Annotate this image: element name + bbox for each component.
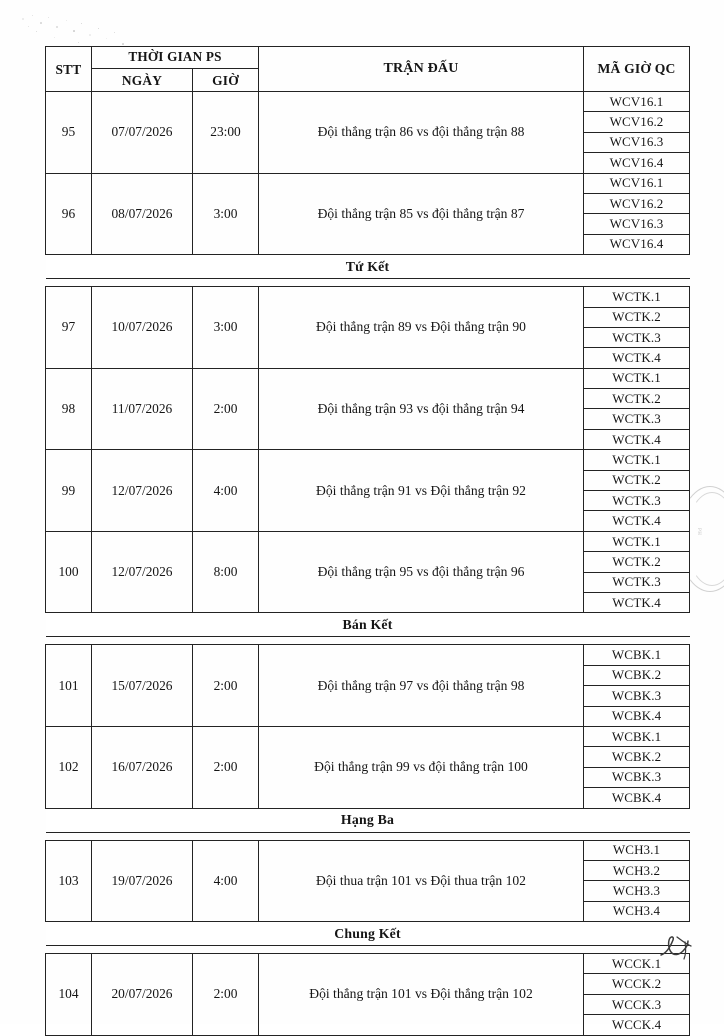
section-gap-cell [46, 279, 690, 287]
schedule-table-container [45, 46, 689, 1036]
table-row [46, 287, 690, 307]
broadcast-code-cell: WCH3.3 [584, 881, 690, 901]
match-time-cell: 4:00 [193, 450, 259, 532]
match-fixture-cell: Đội thắng trận 97 vs đội thắng trận 98 [259, 645, 584, 727]
match-number-cell: 95 [46, 92, 92, 174]
match-fixture-cell: Đội thắng trận 101 vs Đội thắng trận 102 [259, 954, 584, 1036]
broadcast-code-cell: WCTK.2 [584, 307, 690, 327]
broadcast-code-cell: WCBK.3 [584, 686, 690, 706]
broadcast-code-cell: WCV16.2 [584, 112, 690, 132]
section-header-row [46, 922, 690, 946]
table-body [46, 92, 690, 1036]
broadcast-code-cell: WCV16.3 [584, 214, 690, 234]
broadcast-code-cell: WCCK.4 [584, 1015, 690, 1035]
broadcast-code-cell: WCTK.1 [584, 531, 690, 551]
match-date-cell: 08/07/2026 [92, 173, 193, 255]
broadcast-code-cell: WCTK.3 [584, 409, 690, 429]
section-header-label: Hạng Ba [46, 808, 690, 832]
section-gap [46, 946, 690, 954]
broadcast-code-cell: WCBK.1 [584, 726, 690, 746]
broadcast-code-cell: WCCK.2 [584, 974, 690, 994]
broadcast-code-cell: WCTK.4 [584, 511, 690, 531]
column-header-hour: GIỜ [193, 69, 259, 92]
section-header-row [46, 808, 690, 832]
column-header-match: TRẬN ĐẤU [259, 47, 584, 92]
broadcast-code-cell: WCV16.4 [584, 234, 690, 254]
broadcast-code-cell: WCTK.1 [584, 450, 690, 470]
table-row [46, 92, 690, 112]
broadcast-code-cell: WCV16.3 [584, 132, 690, 152]
section-gap [46, 637, 690, 645]
match-time-cell: 2:00 [193, 726, 259, 808]
match-date-cell: 19/07/2026 [92, 840, 193, 922]
broadcast-code-cell: WCTK.4 [584, 348, 690, 368]
match-fixture-cell: Đội thắng trận 89 vs Đội thắng trận 90 [259, 287, 584, 369]
broadcast-code-cell: WCTK.1 [584, 368, 690, 388]
table-row [46, 954, 690, 974]
seal-arc-inner-icon [686, 492, 724, 586]
table-row [46, 645, 690, 665]
broadcast-code-cell: WCTK.2 [584, 552, 690, 572]
broadcast-code-cell: WCTK.4 [584, 429, 690, 449]
broadcast-code-cell: WCV16.1 [584, 92, 690, 112]
match-number-cell: 99 [46, 450, 92, 532]
table-header [46, 47, 690, 92]
broadcast-code-cell: WCV16.4 [584, 153, 690, 173]
match-fixture-cell: Đội thắng trận 99 vs đội thắng trận 100 [259, 726, 584, 808]
table-row [46, 368, 690, 388]
section-gap-cell [46, 946, 690, 954]
table-row [46, 726, 690, 746]
seal-text: PH [696, 528, 701, 536]
match-time-cell: 2:00 [193, 954, 259, 1036]
broadcast-code-cell: WCTK.3 [584, 572, 690, 592]
match-date-cell: 12/07/2026 [92, 450, 193, 532]
column-header-stt: STT [46, 47, 92, 92]
match-time-cell: 23:00 [193, 92, 259, 174]
match-time-cell: 8:00 [193, 531, 259, 613]
broadcast-code-cell: WCCK.1 [584, 954, 690, 974]
match-number-cell: 104 [46, 954, 92, 1036]
match-fixture-cell: Đội thắng trận 93 vs đội thắng trận 94 [259, 368, 584, 450]
broadcast-code-cell: WCTK.3 [584, 491, 690, 511]
match-time-cell: 2:00 [193, 368, 259, 450]
match-time-cell: 3:00 [193, 173, 259, 255]
match-fixture-cell: Đội thua trận 101 vs Đội thua trận 102 [259, 840, 584, 922]
match-date-cell: 11/07/2026 [92, 368, 193, 450]
broadcast-code-cell: WCBK.4 [584, 788, 690, 808]
column-header-time-group: THỜI GIAN PS [92, 47, 259, 69]
broadcast-code-cell: WCH3.2 [584, 860, 690, 880]
match-number-cell: 96 [46, 173, 92, 255]
broadcast-code-cell: WCV16.2 [584, 193, 690, 213]
match-date-cell: 12/07/2026 [92, 531, 193, 613]
broadcast-code-cell: WCH3.1 [584, 840, 690, 860]
match-time-cell: 2:00 [193, 645, 259, 727]
header-row-top [46, 47, 690, 69]
column-header-date: NGÀY [92, 69, 193, 92]
broadcast-code-cell: WCTK.3 [584, 327, 690, 347]
broadcast-code-cell: WCBK.1 [584, 645, 690, 665]
section-header-label: Tứ Kết [46, 255, 690, 279]
match-schedule-table [45, 46, 690, 1036]
match-number-cell: 103 [46, 840, 92, 922]
table-row [46, 531, 690, 551]
broadcast-code-cell: WCV16.1 [584, 173, 690, 193]
match-date-cell: 10/07/2026 [92, 287, 193, 369]
broadcast-code-cell: WCBK.3 [584, 767, 690, 787]
match-date-cell: 07/07/2026 [92, 92, 193, 174]
section-header-row [46, 613, 690, 637]
broadcast-code-cell: WCBK.2 [584, 665, 690, 685]
match-number-cell: 97 [46, 287, 92, 369]
broadcast-code-cell: WCTK.1 [584, 287, 690, 307]
match-date-cell: 20/07/2026 [92, 954, 193, 1036]
match-fixture-cell: Đội thắng trận 85 vs đội thắng trận 87 [259, 173, 584, 255]
match-time-cell: 4:00 [193, 840, 259, 922]
section-gap [46, 279, 690, 287]
match-date-cell: 16/07/2026 [92, 726, 193, 808]
section-gap-cell [46, 832, 690, 840]
table-row [46, 840, 690, 860]
match-fixture-cell: Đội thắng trận 91 vs Đội thắng trận 92 [259, 450, 584, 532]
broadcast-code-cell: WCBK.2 [584, 747, 690, 767]
broadcast-code-cell: WCBK.4 [584, 706, 690, 726]
match-time-cell: 3:00 [193, 287, 259, 369]
section-header-label: Bán Kết [46, 613, 690, 637]
match-number-cell: 100 [46, 531, 92, 613]
section-gap-cell [46, 637, 690, 645]
section-gap [46, 832, 690, 840]
match-number-cell: 101 [46, 645, 92, 727]
section-header-label: Chung Kết [46, 922, 690, 946]
section-header-row [46, 255, 690, 279]
match-number-cell: 102 [46, 726, 92, 808]
match-number-cell: 98 [46, 368, 92, 450]
match-fixture-cell: Đội thắng trận 86 vs đội thắng trận 88 [259, 92, 584, 174]
broadcast-code-cell: WCTK.2 [584, 389, 690, 409]
match-fixture-cell: Đội thắng trận 95 vs đội thắng trận 96 [259, 531, 584, 613]
table-row [46, 450, 690, 470]
broadcast-code-cell: WCH3.4 [584, 901, 690, 921]
table-row [46, 173, 690, 193]
broadcast-code-cell: WCTK.4 [584, 592, 690, 612]
match-date-cell: 15/07/2026 [92, 645, 193, 727]
broadcast-code-cell: WCTK.2 [584, 470, 690, 490]
broadcast-code-cell: WCCK.3 [584, 994, 690, 1014]
column-header-code: MÃ GIỜ QC [584, 47, 690, 92]
